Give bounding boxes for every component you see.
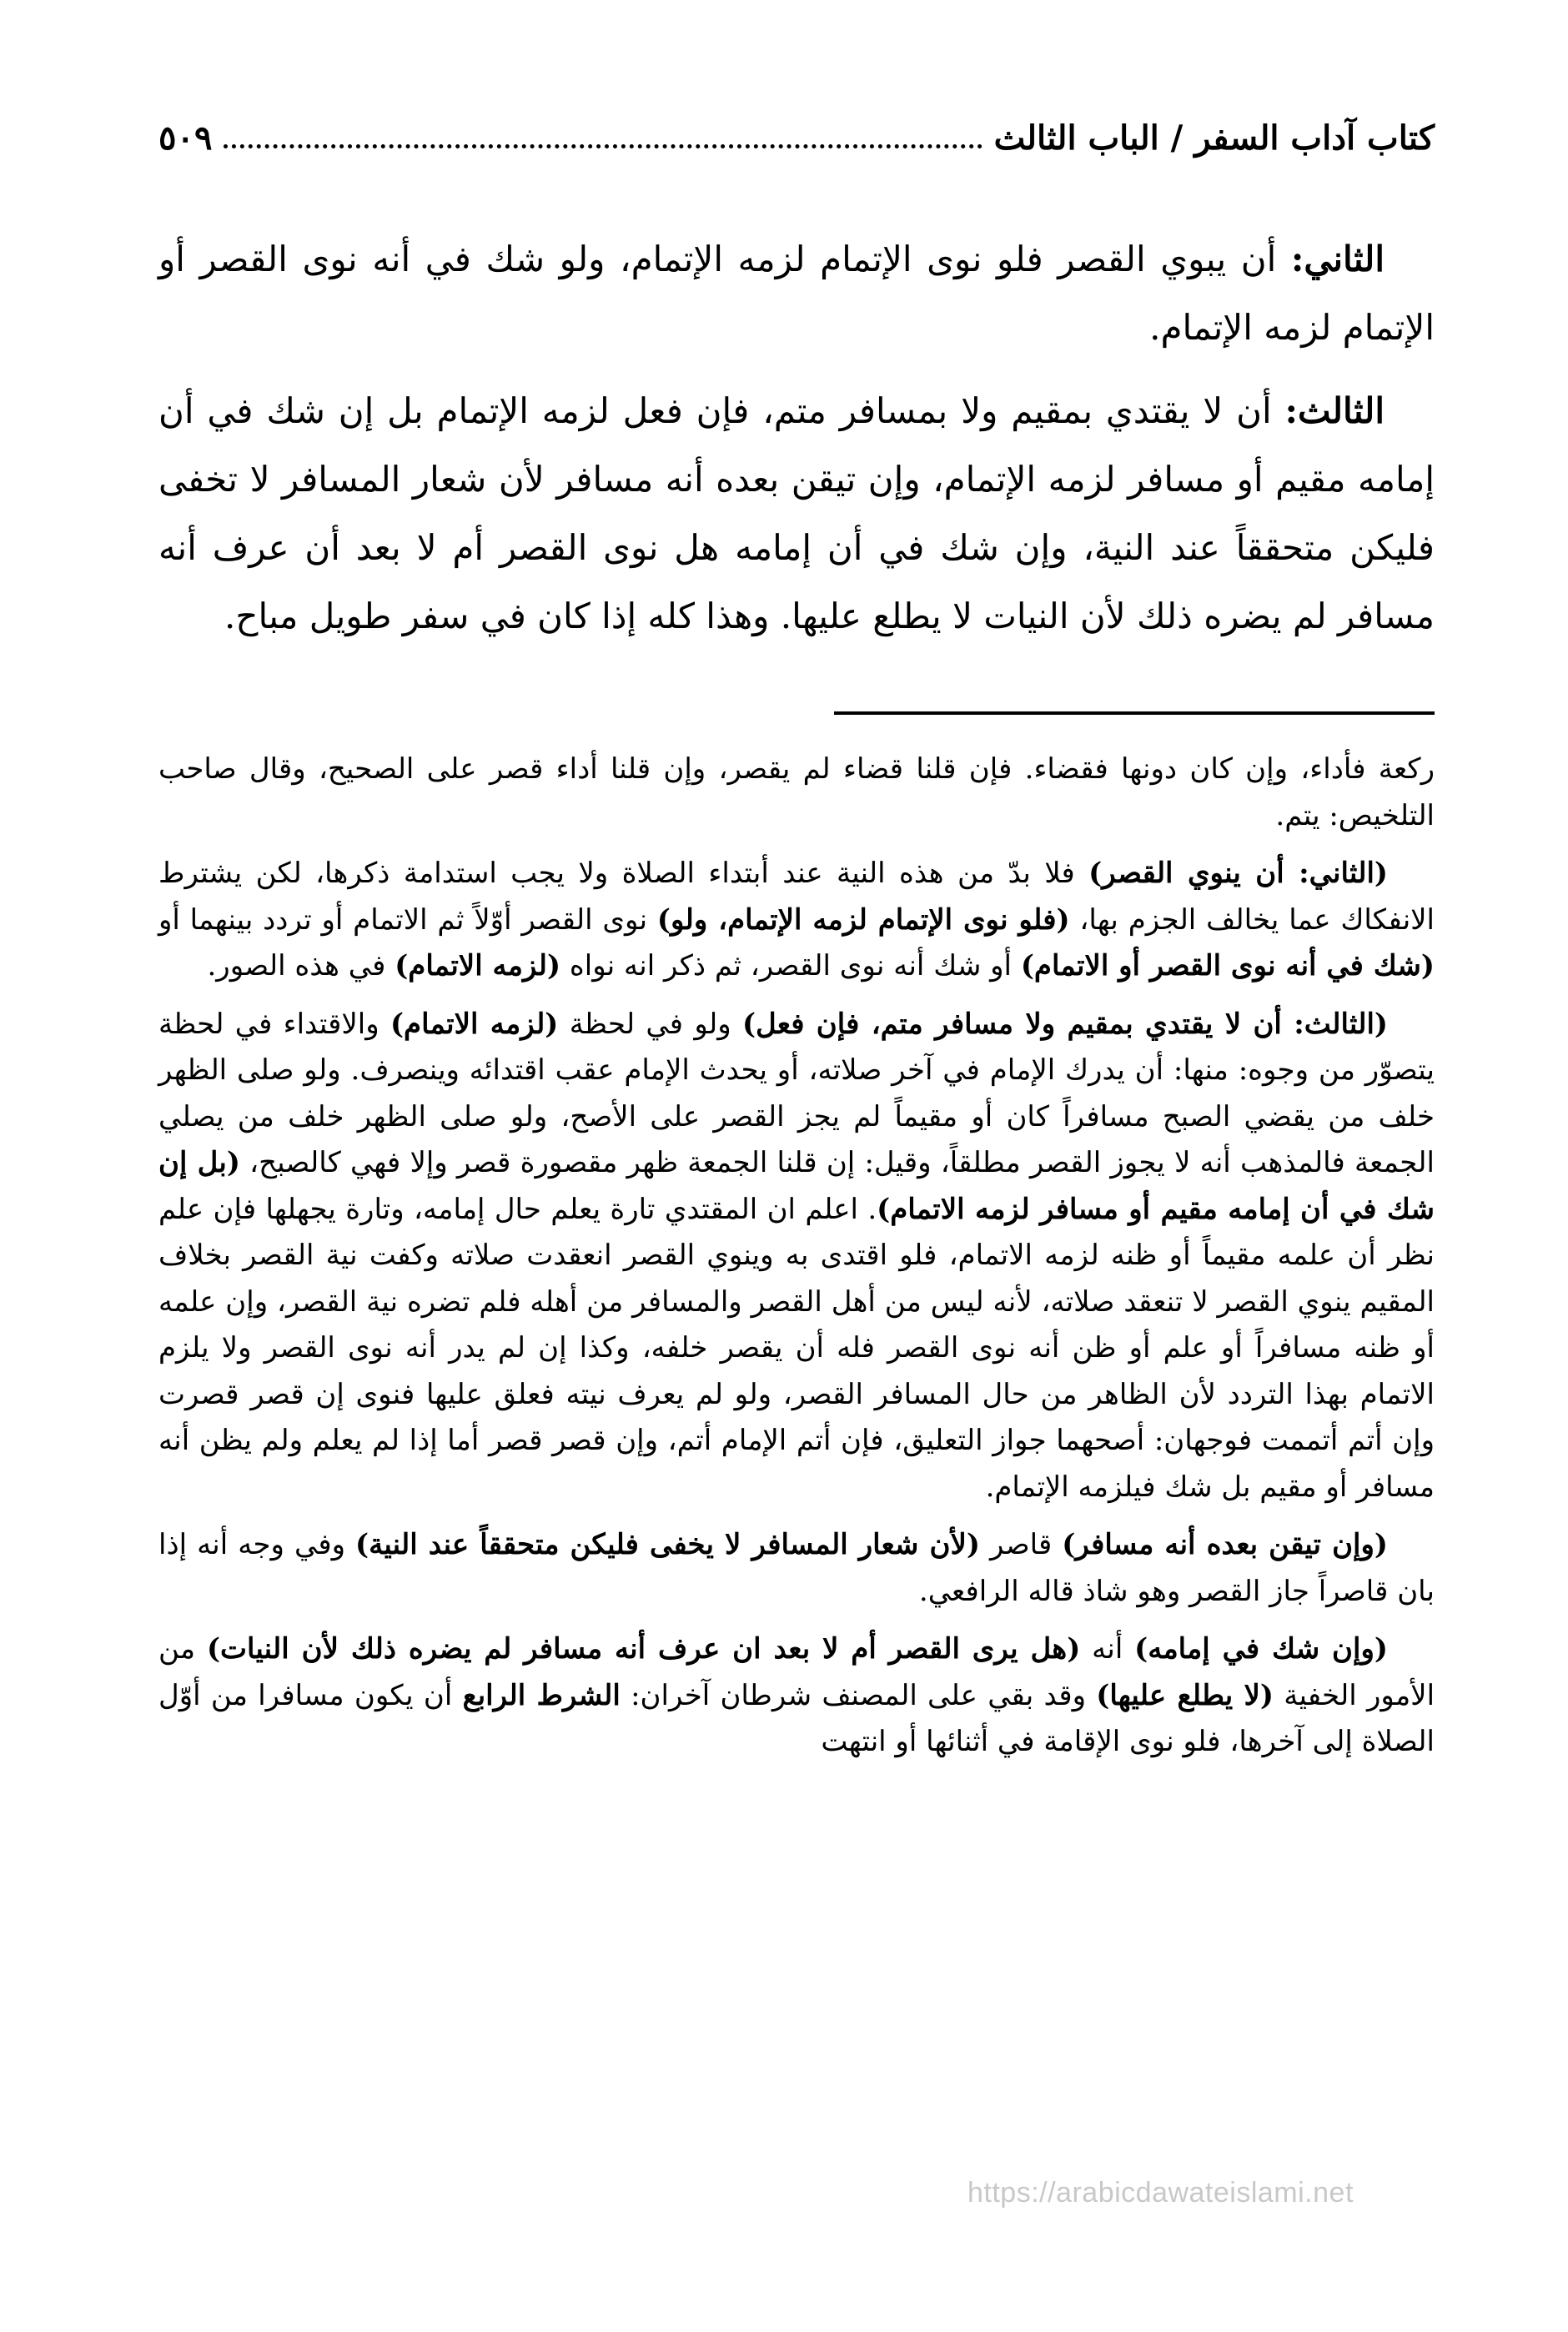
running-header (158, 113, 1435, 163)
quoted-matn: (فلو نوى الإتمام لزمه الإتمام، ولو) (656, 902, 1070, 937)
commentary-body: نوى القصر أوّلاً ثم الاتمام أو تردد بينهما أو (158, 902, 657, 937)
paragraph-lead: الثالث: (1284, 390, 1385, 431)
quoted-matn: (بل إن شك في أن إمامه مقيم أو مسافر لزمه الاتمام) (158, 1146, 1435, 1226)
section-heading-inline: الشرط الرابع (462, 1678, 621, 1712)
main-paragraph-third (158, 377, 1435, 651)
quoted-matn: (لزمه الاتمام) (389, 1007, 559, 1041)
commentary-body: في هذه الصور. (207, 949, 395, 983)
commentary-body: فلا بدّ من هذه النية عند أبتداء الصلاة ولا يجب استدامة ذكرها، لكن يشترط الانفكاك عما يخالف الجزم بها، (158, 857, 1435, 937)
quoted-matn: (وإن شك في إمامه) (1134, 1632, 1388, 1666)
main-text (158, 225, 1435, 666)
quoted-matn: (وإن تيقن بعده أنه مسافر) (1062, 1528, 1388, 1561)
quoted-matn: (الثاني: أن ينوي القصر) (1088, 857, 1388, 890)
commentary-body: ركعة فأداء، وإن كان دونها فقضاء. فإن قلنا قضاء لم يقصر، وإن قلنا أداء قصر على الصحيح، وقال صاحب التلخيص: يتم. (158, 752, 1435, 832)
paragraph-body: أن يبوي القصر فلو نوى الإتمام لزمه الإتمام، ولو شك في أنه نوى القصر أو الإتمام لزمه الإتمام. (158, 239, 1435, 348)
quoted-matn: (لزمه الاتمام) (395, 949, 561, 983)
commentary-paragraph-3 (158, 1522, 1435, 1615)
commentary-body: أن يكون مسافرا من أوّل الصلاة إلى آخرها، فلو نوى الإقامة في أثنائها أو انتهت (158, 1678, 1435, 1758)
commentary-body: من الأمور الخفية (158, 1632, 1435, 1712)
commentary-body: أو شك أنه نوى القصر، ثم ذكر انه نواه (560, 949, 1021, 983)
commentary-body: وقد بقي على المصنف شرطان آخران: (620, 1678, 1097, 1712)
commentary-body: والاقتداء في لحظة يتصوّر من وجوه: منها: أن يدرك الإمام في آخر صلاته، أو يحدث الإمام عقب اقتدائه وينصرف. ولو صلى الظهر خلف من يقضي الصبح مسافراً كان أو مقيماً لم يجز القصر على الأصح، ولو صلى الظهر خلف من يصلي الجمعة فالمذهب أنه لا يجوز القصر مطلقاً، وقيل: إن قلنا الجمعة ظهر مقصورة قصر وإلا فهي كالصبح، (158, 1007, 1435, 1179)
commentary-paragraph-1 (158, 851, 1435, 990)
quoted-matn: (شك في أنه نوى القصر أو الاتمام) (1020, 949, 1435, 983)
commentary-paragraph-2 (158, 1002, 1435, 1511)
main-paragraph-second (158, 225, 1435, 362)
paragraph-lead: الثاني: (1290, 239, 1385, 279)
commentary-body: ولو في لحظة (558, 1007, 742, 1041)
quoted-matn: (لا يطلع عليها) (1096, 1678, 1274, 1712)
watermark-url: https://arabicdawateislami.net (967, 2177, 1354, 2209)
paragraph-body: أن لا يقتدي بمقيم ولا بمسافر متم، فإن فعل لزمه الإتمام بل إن شك في أن إمامه مقيم أو مسافر لزمه الإتمام، وإن تيقن بعده أنه مسافر لأن شعار المسافر لا تخفى فليكن متحققاً عند النية، وإن شك في أن إمامه هل نوى القصر أم لا بعد أن عرف أنه مسافر لم يضره ذلك لأن النيات لا يطلع عليها. وهذا كله إذا كان في سفر طويل مباح. (158, 390, 1435, 636)
quoted-matn: (الثالث: أن لا يقتدي بمقيم ولا مسافر متم، فإن فعل) (741, 1007, 1388, 1041)
commentary-body: . اعلم ان المقتدي تارة يعلم حال إمامه، وتارة يجهلها فإن علم نظر أن علمه مقيماً أو ظنه لزمه الاتمام، فلو اقتدى به وينوي القصر انعقدت صلاته وكفت نية القصر بخلاف المقيم ينوي القصر لا تنعقد صلاته، لأنه ليس من أهل القصر والمسافر من أهله فلم تضره نية القصر، وإن علمه أو ظنه مسافراً أو علم أو ظن أنه نوى القصر فله أن يقصر خلفه، وكذا إن لم يدر أنه نوى القصر ولا يلزم الاتمام بهذا التردد لأن الظاهر من حال المسافر القصر، ولو لم يعرف نيته فعلق عليها فنوى إن قصر قصرت وإن أتم أتممت فوجهان: أصحهما جواز التعليق، فإن أتم الإمام أتم، وإن قصر قصر أما إذا لم يعلم ولم يظن أنه مسافر أو مقيم بل شك فيلزمه الإتمام. (158, 1192, 1435, 1504)
footnote-separator (834, 711, 1435, 715)
quoted-matn: (هل يرى القصر أم لا بعد ان عرف أنه مسافر لم يضره ذلك لأن النيات) (206, 1632, 1081, 1666)
commentary-text (158, 746, 1435, 1777)
page-number: ٥٠٩ (158, 118, 213, 158)
commentary-body: قاصر (979, 1528, 1063, 1561)
commentary-body: وفي وجه أنه إذا بان قاصراً جاز القصر وهو شاذ قاله الرافعي. (158, 1528, 1435, 1608)
header-leader-dots (224, 144, 982, 148)
quoted-matn: (لأن شعار المسافر لا يخفى فليكن متحققاً عند النية) (355, 1528, 980, 1561)
commentary-paragraph-4 (158, 1626, 1435, 1766)
header-title: كتاب آداب السفر / الباب الثالث (993, 118, 1435, 158)
commentary-body: أنه (1080, 1632, 1135, 1666)
commentary-paragraph-0 (158, 746, 1435, 839)
